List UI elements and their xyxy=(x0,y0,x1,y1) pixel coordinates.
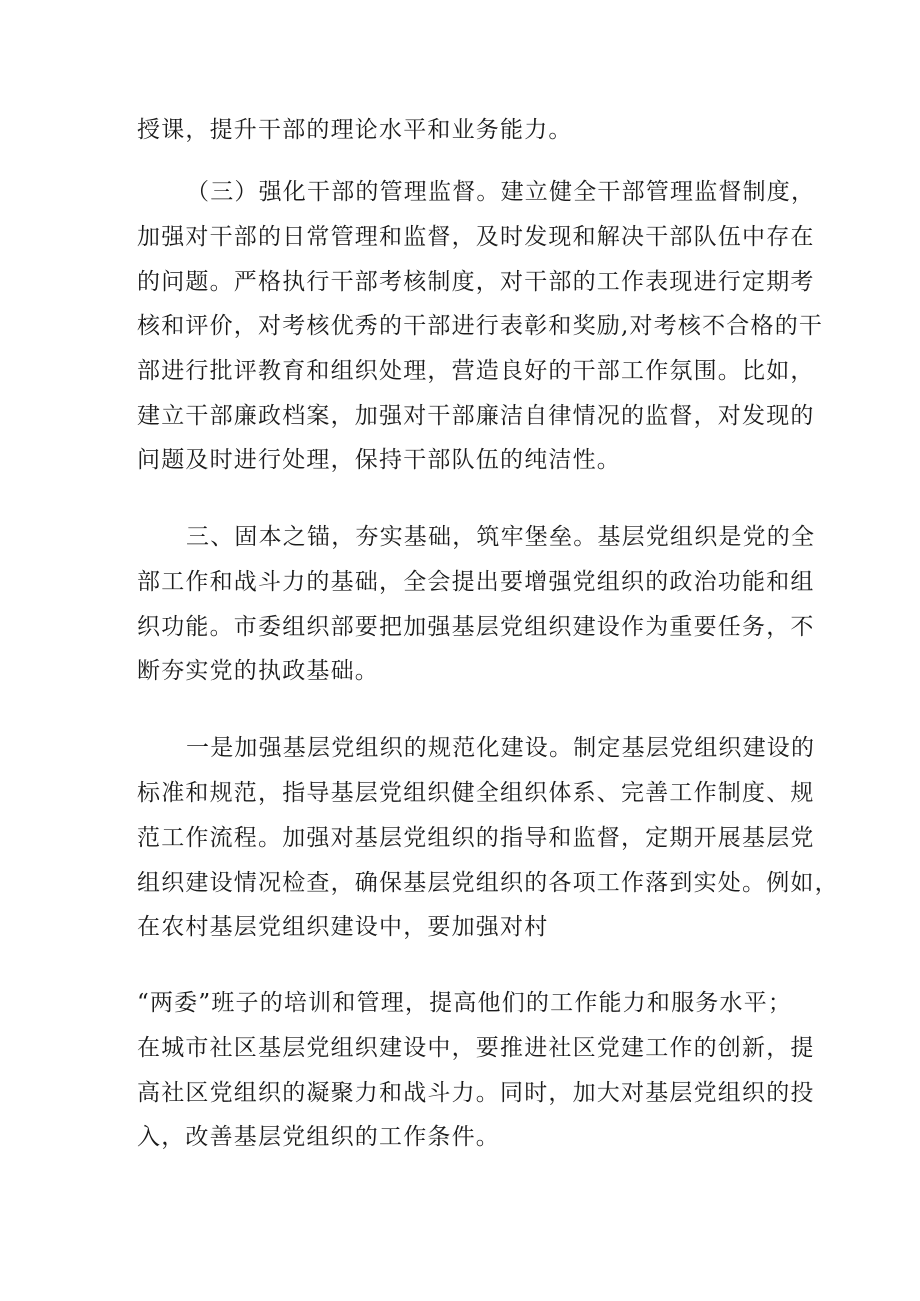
text-line: 高社区党组织的凝聚力和战斗力。同时，加大对基层党组织的投 xyxy=(137,1080,815,1106)
section-heading-line: 一是加强基层党组织的规范化建设。制定基层党组织建设的 xyxy=(186,735,816,761)
text-line: 入，改善基层党组织的工作条件。 xyxy=(137,1124,500,1150)
text-line: “两委”班子的培训和管理，提高他们的工作能力和服务水平； xyxy=(137,990,793,1016)
text-line: 的问题。严格执行干部考核制度，对干部的工作表现进行定期考 xyxy=(137,269,815,295)
section-heading-line: （三）强化干部的管理监督。建立健全干部管理监督制度， xyxy=(186,179,816,205)
text-line: 部进行批评教育和组织处理，营造良好的干部工作氛围。比如， xyxy=(137,358,815,384)
text-line: 织功能。市委组织部要把加强基层党组织建设作为重要任务，不 xyxy=(137,614,815,640)
text-line: 组织建设情况检查，确保基层党组织的各项工作落到实处。例如， xyxy=(137,870,839,896)
section-heading-line: 三、固本之锚，夯实基础，筑牢堡垒。基层党组织是党的全 xyxy=(186,524,816,550)
text-line: 范工作流程。加强对基层党组织的指导和监督，定期开展基层党 xyxy=(137,825,815,851)
text-line: 建立干部廉政档案，加强对干部廉洁自律情况的监督，对发现的 xyxy=(137,403,815,429)
text-line: 问题及时进行处理，保持干部队伍的纯洁性。 xyxy=(137,447,621,473)
text-line: 标准和规范，指导基层党组织健全组织体系、完善工作制度、规 xyxy=(137,780,815,806)
text-line: 在城市社区基层党组织建设中，要推进社区党建工作的创新，提 xyxy=(137,1035,815,1061)
text-line: 在农村基层党组织建设中，要加强对村 xyxy=(137,914,549,940)
text-line: 授课，提升干部的理论水平和业务能力。 xyxy=(137,117,573,143)
text-line: 部工作和战斗力的基础，全会提出要增强党组织的政治功能和组 xyxy=(137,569,815,595)
text-line: 核和评价，对考核优秀的干部进行表彰和奖励,对考核不合格的干 xyxy=(137,313,824,339)
text-line: 断夯实党的执政基础。 xyxy=(137,658,379,684)
text-line: 加强对干部的日常管理和监督，及时发现和解决干部队伍中存在 xyxy=(137,224,815,250)
